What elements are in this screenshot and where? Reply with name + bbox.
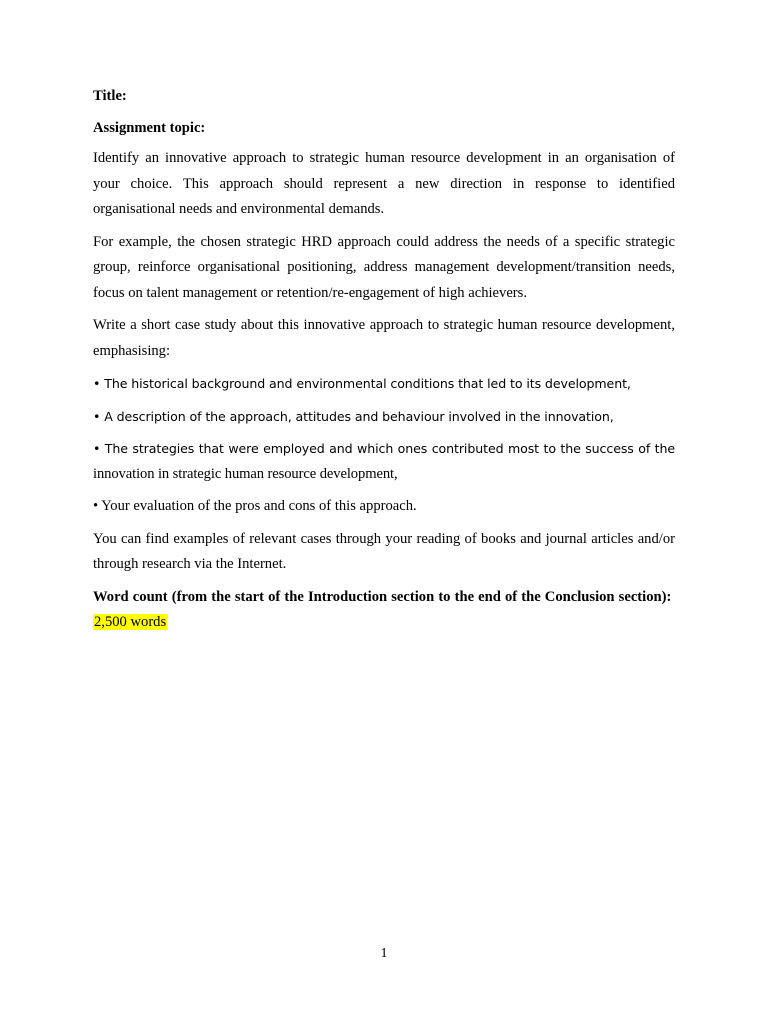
word-count-value: 2,500 words	[94, 614, 167, 630]
case-study-paragraph: Write a short case study about this innovative approach to strategic human resource development, emphasising:	[93, 317, 675, 359]
bullet-strategies	[93, 436, 675, 487]
bullet-evaluation: • Your evaluation of the pros and cons of this approach.	[93, 498, 417, 514]
intro-paragraph: Identify an innovative approach to strategic human resource development in an organisation of your choice. This approach should represent a new direction in response to identified organisational needs and environmental demands.	[93, 150, 675, 217]
bullet-strategies-line-2: innovation in strategic human resource development,	[93, 465, 398, 482]
title-label: Title:	[93, 88, 127, 104]
bullet-strategies-line-1: • The strategies that were employed and which ones contributed most to the success of the	[93, 441, 675, 456]
bullet-description: • A description of the approach, attitudes and behaviour involved in the innovation,	[93, 408, 614, 424]
closing-paragraph: You can find examples of relevant cases through your reading of books and journal articles and/or through research via the Internet.	[93, 530, 675, 572]
word-count-paragraph	[93, 585, 675, 636]
page-number: 1	[380, 946, 388, 961]
bullet-historical-background: • The historical background and environmental conditions that led to its development,	[93, 376, 631, 391]
assignment-topic-label: Assignment topic:	[93, 120, 206, 136]
word-count-label: Word count (from the start of the Introduction section to the end of the Conclusion section):	[93, 588, 672, 605]
example-paragraph: For example, the chosen strategic HRD approach could address the needs of a specific strategic group, reinforce organisational positioning, address management development/transition needs, focus on talent management or retention/re-engagement of high achievers.	[93, 233, 675, 301]
document-page	[93, 86, 675, 643]
